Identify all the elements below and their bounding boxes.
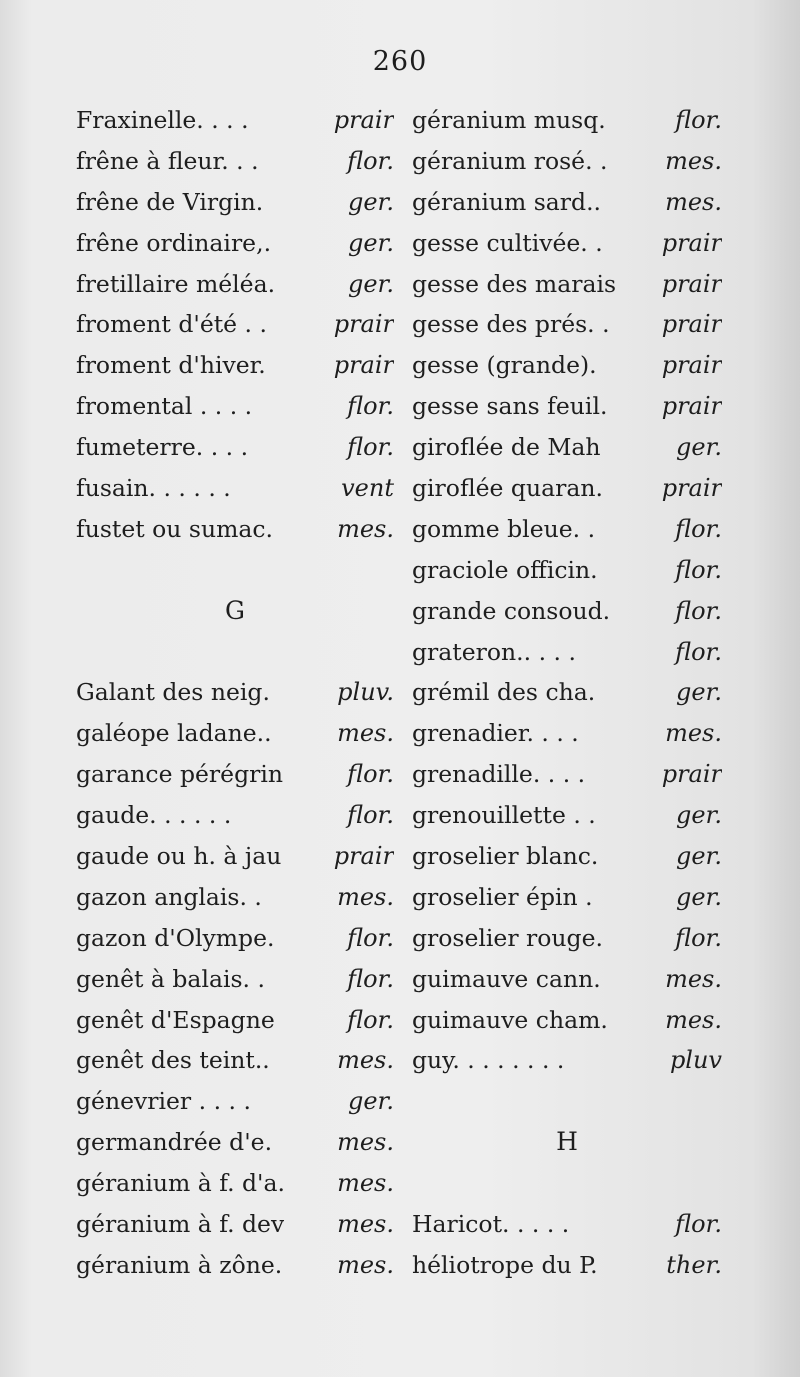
- category-abbreviation: ger.: [675, 882, 722, 911]
- category-abbreviation: pluv: [669, 1046, 722, 1075]
- category-abbreviation: prair: [661, 269, 722, 298]
- plant-name: groselier rouge.: [412, 923, 603, 952]
- plant-name: gazon d'Olympe.: [76, 923, 275, 952]
- index-entry: [412, 754, 722, 795]
- category-abbreviation: mes.: [665, 964, 722, 993]
- plant-name: gesse des prés. .: [412, 310, 610, 339]
- blank-line: [76, 550, 394, 591]
- index-entry: [76, 1204, 394, 1245]
- category-abbreviation: prair: [333, 351, 394, 380]
- index-entry: [76, 877, 394, 918]
- blank-line: [412, 1163, 722, 1204]
- category-abbreviation: mes.: [337, 514, 394, 543]
- index-entry: [412, 100, 722, 141]
- category-abbreviation: prair: [333, 310, 394, 339]
- plant-name: gesse (grande).: [412, 351, 597, 380]
- plant-name: géranium à f. d'a.: [76, 1169, 285, 1198]
- plant-name: groselier épin .: [412, 882, 593, 911]
- category-abbreviation: mes.: [337, 719, 394, 748]
- plant-name: galéope ladane..: [76, 719, 272, 748]
- category-abbreviation: flor.: [675, 514, 722, 543]
- index-entry: [412, 468, 722, 509]
- index-entry: [76, 918, 394, 959]
- category-abbreviation: mes.: [665, 1005, 722, 1034]
- plant-name: gazon anglais. .: [76, 882, 262, 911]
- plant-name: fusain. . . . . .: [76, 474, 231, 503]
- category-abbreviation: flor.: [347, 392, 394, 421]
- category-abbreviation: prair: [661, 310, 722, 339]
- section-letter: G: [225, 595, 245, 625]
- category-abbreviation: flor.: [675, 596, 722, 625]
- index-entry: [412, 918, 722, 959]
- plant-name: gaude ou h. à jau: [76, 842, 282, 871]
- plant-name: génevrier . . . .: [76, 1087, 251, 1116]
- category-abbreviation: prair: [661, 392, 722, 421]
- index-entry: [412, 1204, 722, 1245]
- category-abbreviation: flor.: [675, 555, 722, 584]
- category-abbreviation: flor.: [347, 760, 394, 789]
- category-abbreviation: ger.: [675, 433, 722, 462]
- category-abbreviation: flor.: [347, 964, 394, 993]
- plant-name: géranium rosé. .: [412, 146, 608, 175]
- plant-name: giroflée quaran.: [412, 474, 603, 503]
- category-abbreviation: flor.: [675, 106, 722, 134]
- index-entry: [76, 100, 394, 141]
- plant-name: graciole officin.: [412, 555, 598, 584]
- plant-name: grateron.. . . .: [412, 637, 576, 666]
- category-abbreviation: prair: [333, 842, 394, 871]
- index-entry: [412, 632, 722, 673]
- category-abbreviation: prair: [661, 760, 722, 789]
- plant-name: fretillaire méléa.: [76, 269, 276, 298]
- category-abbreviation: flor.: [347, 433, 394, 462]
- plant-name: grenouillette . .: [412, 801, 596, 830]
- index-entry: [412, 591, 722, 632]
- index-entry: [76, 345, 394, 386]
- index-entry: [76, 754, 394, 795]
- index-entry: [412, 345, 722, 386]
- page-number: 260: [372, 46, 428, 77]
- index-entry: [412, 550, 722, 591]
- category-abbreviation: mes.: [337, 882, 394, 911]
- category-abbreviation: flor.: [675, 637, 722, 666]
- index-entry: [76, 182, 394, 223]
- section-letter: H: [556, 1127, 578, 1157]
- plant-name: garance pérégrin: [76, 760, 283, 789]
- index-entry: [412, 304, 722, 345]
- blank-line: [76, 632, 394, 673]
- category-abbreviation: flor.: [347, 923, 394, 952]
- index-entry: [76, 672, 394, 713]
- index-entry: [76, 836, 394, 877]
- plant-name: froment d'hiver.: [76, 351, 266, 380]
- index-entry: [412, 795, 722, 836]
- index-entry: [76, 386, 394, 427]
- category-abbreviation: mes.: [337, 1046, 394, 1075]
- plant-name: gesse sans feuil.: [412, 392, 608, 421]
- category-abbreviation: ger.: [347, 187, 394, 216]
- plant-name: guimauve cham.: [412, 1005, 608, 1034]
- index-entry: [412, 1000, 722, 1041]
- category-abbreviation: flor.: [347, 146, 394, 175]
- category-abbreviation: mes.: [337, 1169, 394, 1198]
- category-abbreviation: flor.: [675, 923, 722, 952]
- index-entry: [412, 713, 722, 754]
- category-abbreviation: pluv.: [337, 678, 394, 707]
- plant-name: géranium sard..: [412, 187, 602, 216]
- plant-name: fustet ou sumac.: [76, 514, 274, 543]
- category-abbreviation: ther.: [666, 1250, 722, 1279]
- index-entry: [412, 427, 722, 468]
- plant-name: fumeterre. . . .: [76, 433, 249, 462]
- index-entry: [76, 1163, 394, 1204]
- index-entry: [76, 713, 394, 754]
- category-abbreviation: ger.: [347, 269, 394, 298]
- category-abbreviation: flor.: [347, 1005, 394, 1034]
- category-abbreviation: prair: [333, 106, 394, 134]
- category-abbreviation: mes.: [665, 719, 722, 748]
- plant-name: frêne ordinaire,.: [76, 228, 272, 257]
- index-entry: [412, 264, 722, 305]
- category-abbreviation: vent: [341, 474, 394, 503]
- index-entry: [76, 959, 394, 1000]
- category-abbreviation: prair: [661, 474, 722, 503]
- plant-name: froment d'été . .: [76, 310, 267, 339]
- index-entry: [412, 1245, 722, 1286]
- plant-name: frêne de Virgin.: [76, 187, 264, 216]
- plant-name: gesse des marais: [412, 269, 617, 298]
- index-entry: [76, 427, 394, 468]
- index-entry: [412, 182, 722, 223]
- plant-name: géranium à f. dev: [76, 1210, 285, 1239]
- category-abbreviation: ger.: [675, 678, 722, 707]
- index-entry: [412, 672, 722, 713]
- category-abbreviation: prair: [661, 228, 722, 257]
- plant-name: grenadier. . . .: [412, 719, 579, 748]
- plant-name: Haricot. . . . .: [412, 1210, 570, 1239]
- plant-name: giroflée de Mah: [412, 433, 601, 462]
- index-entry: [76, 1122, 394, 1163]
- index-entry: [76, 509, 394, 550]
- plant-name: Fraxinelle. . . .: [76, 106, 249, 134]
- category-abbreviation: prair: [661, 351, 722, 380]
- index-entry: [76, 264, 394, 305]
- plant-name: genêt des teint..: [76, 1046, 270, 1075]
- plant-name: fromental . . . .: [76, 392, 253, 421]
- index-entry: [412, 223, 722, 264]
- plant-name: guimauve cann.: [412, 964, 601, 993]
- plant-name: gaude. . . . . .: [76, 801, 232, 830]
- plant-name: frêne à fleur. . .: [76, 146, 259, 175]
- index-entry: [76, 304, 394, 345]
- index-entry: [76, 141, 394, 182]
- category-abbreviation: ger.: [675, 801, 722, 830]
- left-column: [76, 100, 394, 1286]
- index-entry: [412, 1040, 722, 1081]
- index-entry: [412, 386, 722, 427]
- category-abbreviation: mes.: [337, 1210, 394, 1239]
- blank-line: [412, 1081, 722, 1122]
- index-entry: [412, 836, 722, 877]
- index-entry: [76, 223, 394, 264]
- index-entry: [76, 1000, 394, 1041]
- index-entry: [412, 959, 722, 1000]
- category-abbreviation: mes.: [665, 187, 722, 216]
- plant-name: gomme bleue. .: [412, 514, 596, 543]
- index-entry: [76, 795, 394, 836]
- index-entry: [76, 1040, 394, 1081]
- index-entry: [412, 141, 722, 182]
- index-entry: [76, 468, 394, 509]
- plant-name: genêt à balais. .: [76, 964, 265, 993]
- index-entry: [76, 1081, 394, 1122]
- category-abbreviation: flor.: [675, 1210, 722, 1239]
- plant-name: grenadille. . . .: [412, 760, 586, 789]
- plant-name: gesse cultivée. .: [412, 228, 603, 257]
- category-abbreviation: flor.: [347, 801, 394, 830]
- plant-name: géranium à zône.: [76, 1250, 283, 1279]
- category-abbreviation: mes.: [337, 1250, 394, 1279]
- plant-name: héliotrope du P.: [412, 1250, 598, 1279]
- index-entry: [412, 877, 722, 918]
- plant-name: Galant des neig.: [76, 678, 270, 707]
- category-abbreviation: mes.: [665, 146, 722, 175]
- plant-name: guy. . . . . . . .: [412, 1046, 565, 1075]
- index-entry: [76, 1245, 394, 1286]
- plant-name: géranium musq.: [412, 106, 606, 134]
- plant-name: germandrée d'e.: [76, 1128, 273, 1157]
- right-column: [412, 100, 722, 1286]
- plant-name: groselier blanc.: [412, 842, 599, 871]
- category-abbreviation: mes.: [337, 1128, 394, 1157]
- index-entry: [412, 509, 722, 550]
- plant-name: grémil des cha.: [412, 678, 596, 707]
- category-abbreviation: ger.: [675, 842, 722, 871]
- category-abbreviation: ger.: [347, 1087, 394, 1116]
- plant-name: grande consoud.: [412, 596, 611, 625]
- plant-name: genêt d'Espagne: [76, 1005, 275, 1034]
- category-abbreviation: ger.: [347, 228, 394, 257]
